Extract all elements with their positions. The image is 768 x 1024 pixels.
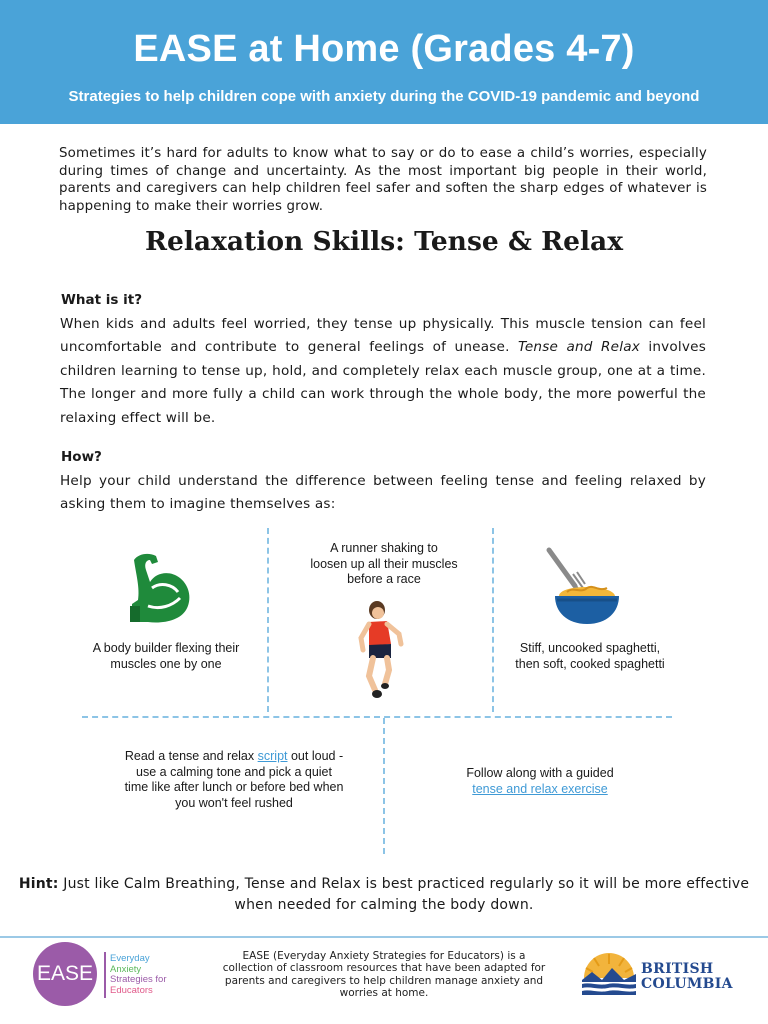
script-caption <box>124 749 344 811</box>
how-paragraph: Help your child understand the difference between feeling tense and feeling relaxed by asking them to imagine themselves as: <box>60 473 706 513</box>
spaghetti-bowl-icon <box>545 546 627 628</box>
what-paragraph <box>60 313 706 430</box>
what-text-b: involves children learning to tense up, hold, and completely relax each muscle group, one at a time. The longer and more fully a child can work through the whole body, the more powerful the relaxing effect will be. <box>60 339 706 426</box>
divider-vertical-bottom <box>383 718 385 854</box>
muscle-arm-icon <box>126 548 196 626</box>
ease-word-2: Anxiety <box>110 963 142 975</box>
hint-text: Just like Calm Breathing, Tense and Relax is best practiced regularly so it will be more effective when needed for calming the body down. <box>63 876 750 913</box>
bc-sunset-logo-icon <box>580 952 638 996</box>
ease-word-3: Strategies for <box>110 974 167 986</box>
script-text-pre: Read a tense and relax <box>124 749 255 763</box>
what-text-a: When kids and adults feel worried, they tense up physically. This muscle tension can feel uncomfortable and contribute to general feelings of unease. <box>60 316 706 356</box>
script-text-post: out loud - use a calming tone and pick a quiet time like after lunch or before bed when you won't feel rushed <box>124 749 344 810</box>
bc-line-1: BRITISH <box>641 961 714 977</box>
intro-paragraph: Sometimes it’s hard for adults to know what to say or do to ease a child’s worries, especially during times of change and uncertainty. As the most important big people in their world, parents and caregivers can help children feel safer and soften the sharp edges of whatever is happening to make their worries grow. <box>59 146 707 214</box>
divider-vertical-right <box>492 528 494 712</box>
bodybuilder-caption: A body builder flexing their muscles one by one <box>92 641 240 671</box>
page-subtitle: Strategies to help children cope with anxiety during the COVID-19 pandemic and beyond <box>68 88 700 105</box>
divider-horizontal <box>82 716 672 718</box>
exercise-caption <box>440 766 640 797</box>
section-title: Relaxation Skills: Tense & Relax <box>144 226 624 257</box>
hint-paragraph <box>0 874 768 916</box>
spaghetti-caption: Stiff, uncooked spaghetti, then soft, cooked spaghetti <box>515 641 665 671</box>
ease-word-4: Educators <box>110 984 153 996</box>
runner-caption: A runner shaking to loosen up all their muscles before a race <box>310 541 458 586</box>
footer-description: EASE (Everyday Anxiety Strategies for Educators) is a collection of classroom resources that have been adapted for parents and caregivers to help children manage anxiety and worries at home. <box>222 950 546 999</box>
bc-line-2: COLUMBIA <box>641 976 733 992</box>
what-heading: What is it? <box>61 292 143 308</box>
footer-divider <box>0 936 768 938</box>
script-link[interactable]: script <box>257 749 288 763</box>
how-heading: How? <box>61 449 102 465</box>
exercise-text: Follow along with a guided <box>466 766 614 780</box>
runner-figure-icon <box>355 600 413 702</box>
page-header <box>0 0 768 124</box>
ease-logo-words <box>110 954 167 996</box>
divider-vertical-left <box>267 528 269 712</box>
ease-word-1: Everyday <box>110 953 150 964</box>
what-emphasis: Tense and Relax <box>518 339 640 356</box>
ease-logo-bar <box>104 952 106 998</box>
bc-wordmark <box>641 962 733 992</box>
exercise-link[interactable]: tense and relax exercise <box>472 781 608 796</box>
page-title: EASE at Home (Grades 4-7) <box>133 28 635 70</box>
ease-logo: EASE <box>33 942 97 1006</box>
hint-label: Hint: <box>18 876 59 892</box>
